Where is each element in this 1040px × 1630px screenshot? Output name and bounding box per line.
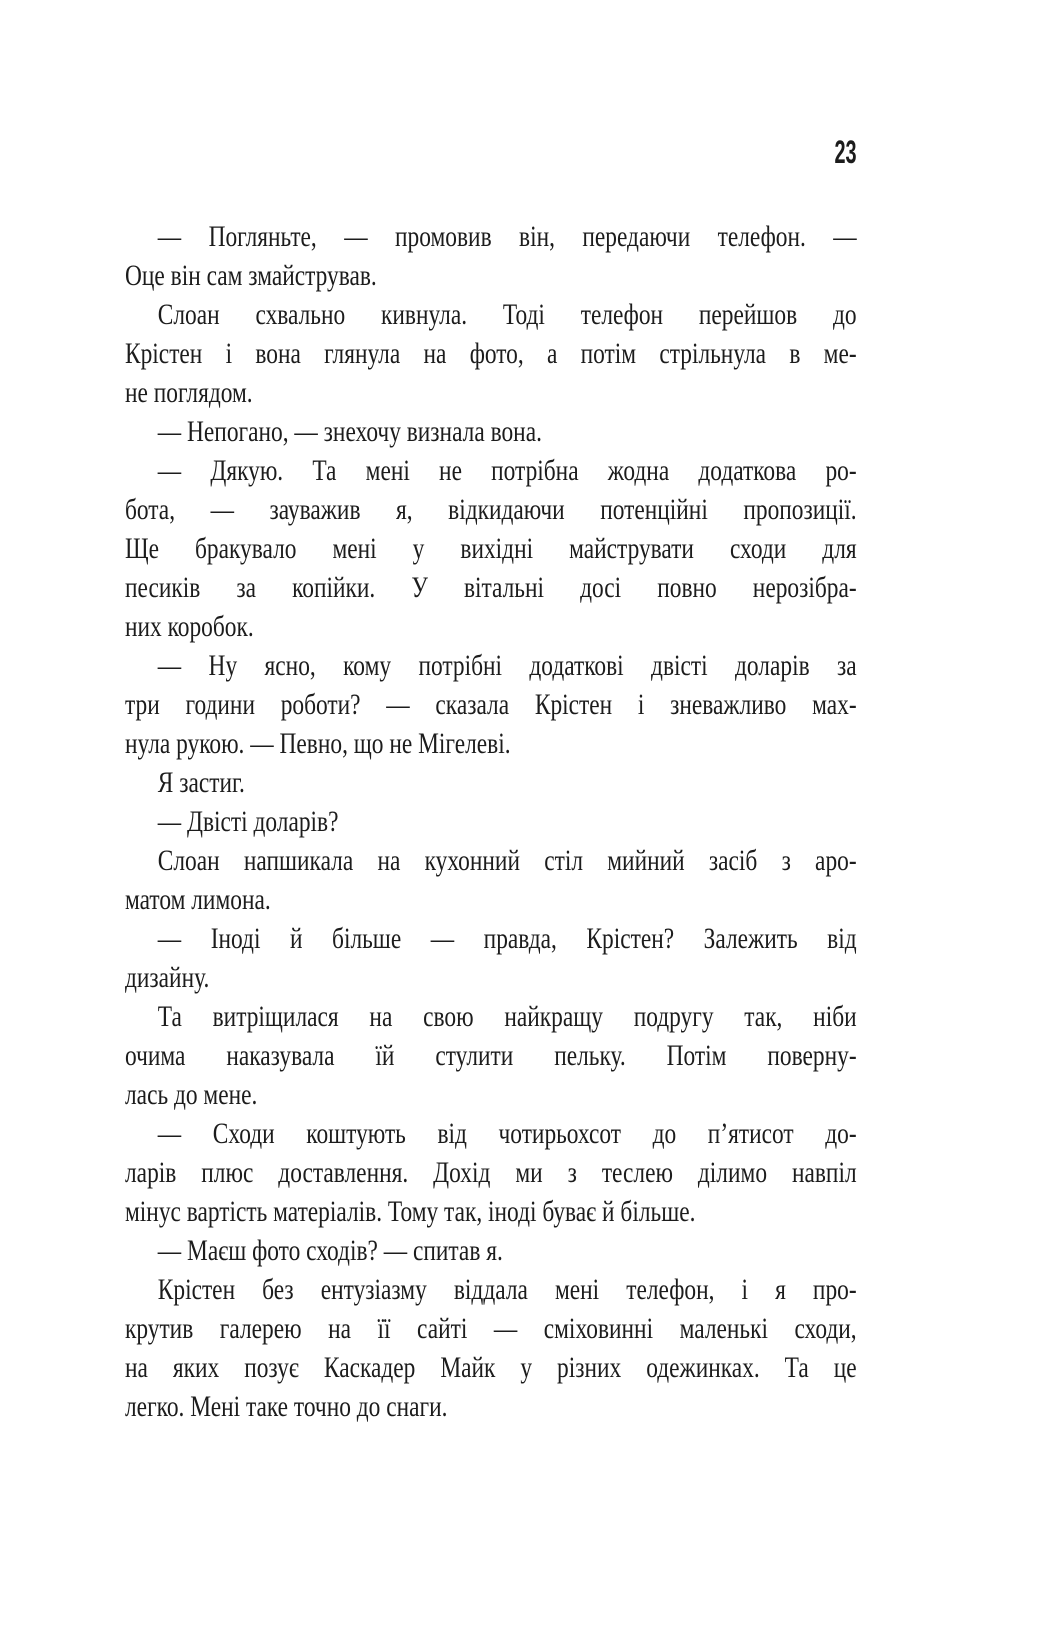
- text-line: очима наказувала їй стулити пельку. Потім поверну-: [125, 1039, 857, 1072]
- text-line: Крістен і вона глянула на фото, а потім стрільнула в ме-: [125, 337, 857, 370]
- text-line: — Іноді й більше — правда, Крістен? Залежить від: [157, 922, 857, 955]
- text-line: ларів плюс доставлення. Дохід ми з теслею ділимо навпіл: [125, 1156, 857, 1189]
- paragraph: [125, 1114, 857, 1231]
- paragraph: [125, 802, 857, 841]
- text-line: дизайну.: [125, 961, 210, 994]
- paragraph: [125, 841, 857, 919]
- text-line: мінус вартість матеріалів. Тому так, іноді буває й більше.: [125, 1195, 696, 1228]
- paragraph: [125, 919, 857, 997]
- paragraph: [125, 412, 857, 451]
- text-line: — Маєш фото сходів? — спитав я.: [157, 1234, 503, 1267]
- text-line: — Сходи коштують від чотирьохсот до п’ятисот до-: [157, 1117, 857, 1150]
- text-line: песиків за копійки. У вітальні досі повно нерозібра-: [125, 571, 857, 604]
- paragraph: [125, 646, 857, 763]
- text-line: — Погляньте, — промовив він, передаючи телефон. —: [157, 220, 857, 253]
- text-line: — Двісті доларів?: [157, 805, 339, 838]
- text-line: легко. Мені таке точно до снаги.: [125, 1390, 448, 1423]
- text-line: матом лимона.: [125, 883, 271, 916]
- text-line: — Дякую. Та мені не потрібна жодна додаткова ро-: [157, 454, 857, 487]
- body-text-block: [125, 217, 857, 1426]
- text-line: Ще бракувало мені у вихідні майструвати сходи для: [125, 532, 857, 565]
- text-line: нула рукою. — Певно, що не Мігелеві.: [125, 727, 511, 760]
- paragraph: [125, 217, 857, 295]
- paragraph: [125, 1270, 857, 1426]
- text-line: три години роботи? — сказала Крістен і зневажливо мах-: [125, 688, 857, 721]
- text-line: на яких позує Каскадер Майк у різних одежинках. Та це: [125, 1351, 857, 1384]
- paragraph: [125, 1231, 857, 1270]
- text-line: бота, — зауважив я, відкидаючи потенційні пропозиції.: [125, 493, 857, 526]
- text-line: них коробок.: [125, 610, 254, 643]
- paragraph: [125, 451, 857, 646]
- text-line: Я застиг.: [157, 766, 245, 799]
- paragraph: [125, 295, 857, 412]
- text-line: Крістен без ентузіазму віддала мені телефон, і я про-: [157, 1273, 857, 1306]
- paragraph: [125, 763, 857, 802]
- text-line: — Непогано, — знехочу визнала вона.: [157, 415, 542, 448]
- text-line: лась до мене.: [125, 1078, 258, 1111]
- page-number: 23: [834, 134, 857, 170]
- paragraph: [125, 997, 857, 1114]
- text-line: крутив галерею на її сайті — сміховинні маленькі сходи,: [125, 1312, 857, 1345]
- text-line: — Ну ясно, кому потрібні додаткові двісті доларів за: [157, 649, 857, 682]
- text-line: Та витріщилася на свою найкращу подругу так, ніби: [157, 1000, 857, 1033]
- text-line: Оце він сам змайстрував.: [125, 259, 377, 292]
- text-line: не поглядом.: [125, 376, 253, 409]
- text-line: Слоан напшикала на кухонний стіл мийний засіб з аро-: [157, 844, 857, 877]
- text-line: Слоан схвально кивнула. Тоді телефон перейшов до: [157, 298, 857, 331]
